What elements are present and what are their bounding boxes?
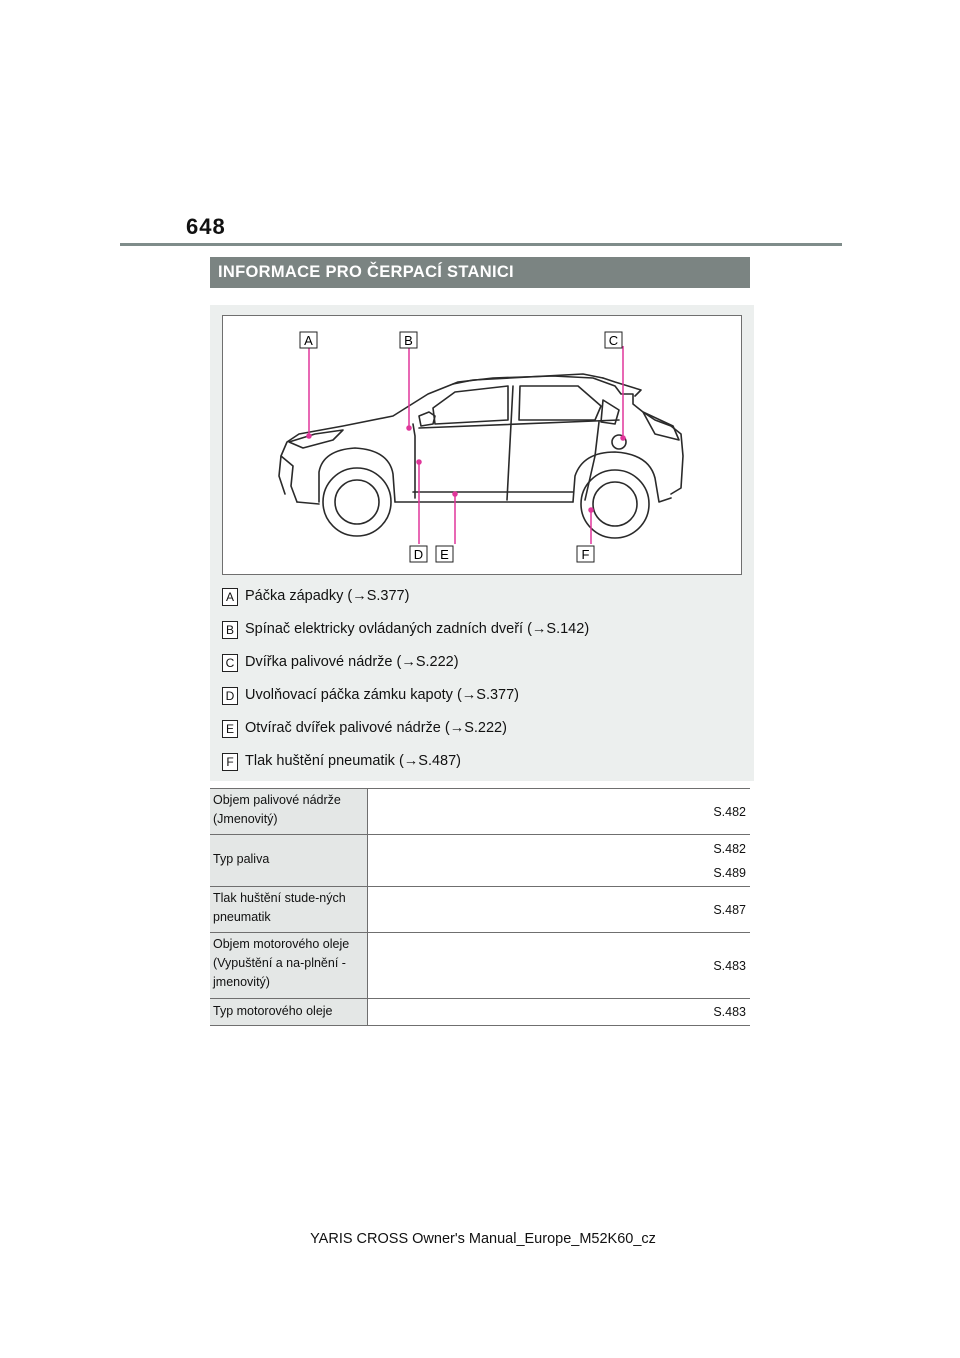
- legend-item-e: [222, 718, 589, 751]
- table-row: [210, 999, 750, 1026]
- page-footer: YARIS CROSS Owner's Manual_Europe_M52K60_cz: [310, 1231, 656, 1247]
- car-side-view: [223, 316, 743, 576]
- table-row-label: Objem palivové nádrže (Jmenovitý): [210, 789, 368, 835]
- legend-badge: F: [222, 753, 238, 771]
- legend-badge: C: [222, 654, 238, 672]
- callout-label-a: A: [304, 333, 313, 348]
- callout-dot-c: [621, 436, 625, 440]
- callout-dot-a: [307, 434, 311, 438]
- callout-dot-d: [417, 460, 421, 464]
- table-row-label: Tlak huštění stude-ných pneumatik: [210, 887, 368, 933]
- page-reference: S.482: [713, 804, 746, 819]
- callout-dot-f: [589, 508, 593, 512]
- table-row-label: Typ paliva: [210, 835, 368, 887]
- callout-dot-b: [407, 426, 411, 430]
- legend-badge: B: [222, 621, 238, 639]
- page-reference: S.483: [713, 958, 746, 973]
- legend: [222, 586, 589, 784]
- table-row: [210, 933, 750, 999]
- callout-label-b: B: [404, 333, 413, 348]
- page-reference: S.489: [713, 865, 746, 880]
- page-reference: S.487: [713, 902, 746, 917]
- legend-badge: A: [222, 588, 238, 606]
- legend-item-a: [222, 586, 589, 619]
- table-row: [210, 887, 750, 933]
- callout-labels: [300, 332, 622, 562]
- table-row: [210, 835, 750, 887]
- legend-badge: D: [222, 687, 238, 705]
- table-row-label: Objem motorového oleje (Vypuštění a na-plnění - jmenovitý): [210, 933, 368, 999]
- car-diagram-frame: [222, 315, 742, 575]
- callout-label-d: D: [413, 547, 424, 562]
- table-row-value: [368, 933, 751, 999]
- legend-item-d: [222, 685, 589, 718]
- table-row-label: Typ motorového oleje: [210, 999, 368, 1026]
- section-title: INFORMACE PRO ČERPACÍ STANICI: [210, 257, 750, 288]
- legend-item-f: [222, 751, 589, 784]
- legend-text: Tlak huštění pneumatik (→S.487): [245, 753, 461, 769]
- legend-text: Otvírač dvířek palivové nádrže (→S.222): [245, 720, 507, 736]
- callout-lines: [307, 346, 625, 544]
- legend-badge: E: [222, 720, 238, 738]
- page-number: 648: [186, 214, 226, 239]
- table-row-value: [368, 789, 751, 835]
- fuel-info-table: [210, 788, 750, 1026]
- header-rule: [120, 243, 842, 246]
- table-row: [210, 789, 750, 835]
- page-reference: S.482: [713, 841, 746, 856]
- table-row-value: [368, 887, 751, 933]
- callout-dot-e: [453, 492, 457, 496]
- legend-item-c: [222, 652, 589, 685]
- page-reference: S.483: [713, 1005, 746, 1019]
- legend-text: Páčka západky (→S.377): [245, 588, 410, 604]
- diagram-panel: [210, 305, 754, 781]
- legend-text: Uvolňovací páčka zámku kapoty (→S.377): [245, 687, 520, 703]
- legend-item-b: [222, 619, 589, 652]
- callout-label-e: E: [440, 547, 449, 562]
- table-row-value: [368, 999, 751, 1026]
- legend-text: Dvířka palivové nádrže (→S.222): [245, 654, 459, 670]
- callout-label-f: F: [581, 547, 590, 562]
- callout-label-c: C: [608, 333, 619, 348]
- table-row-value: [368, 835, 751, 887]
- legend-text: Spínač elektricky ovládaných zadních dveří (→S.142): [245, 621, 590, 637]
